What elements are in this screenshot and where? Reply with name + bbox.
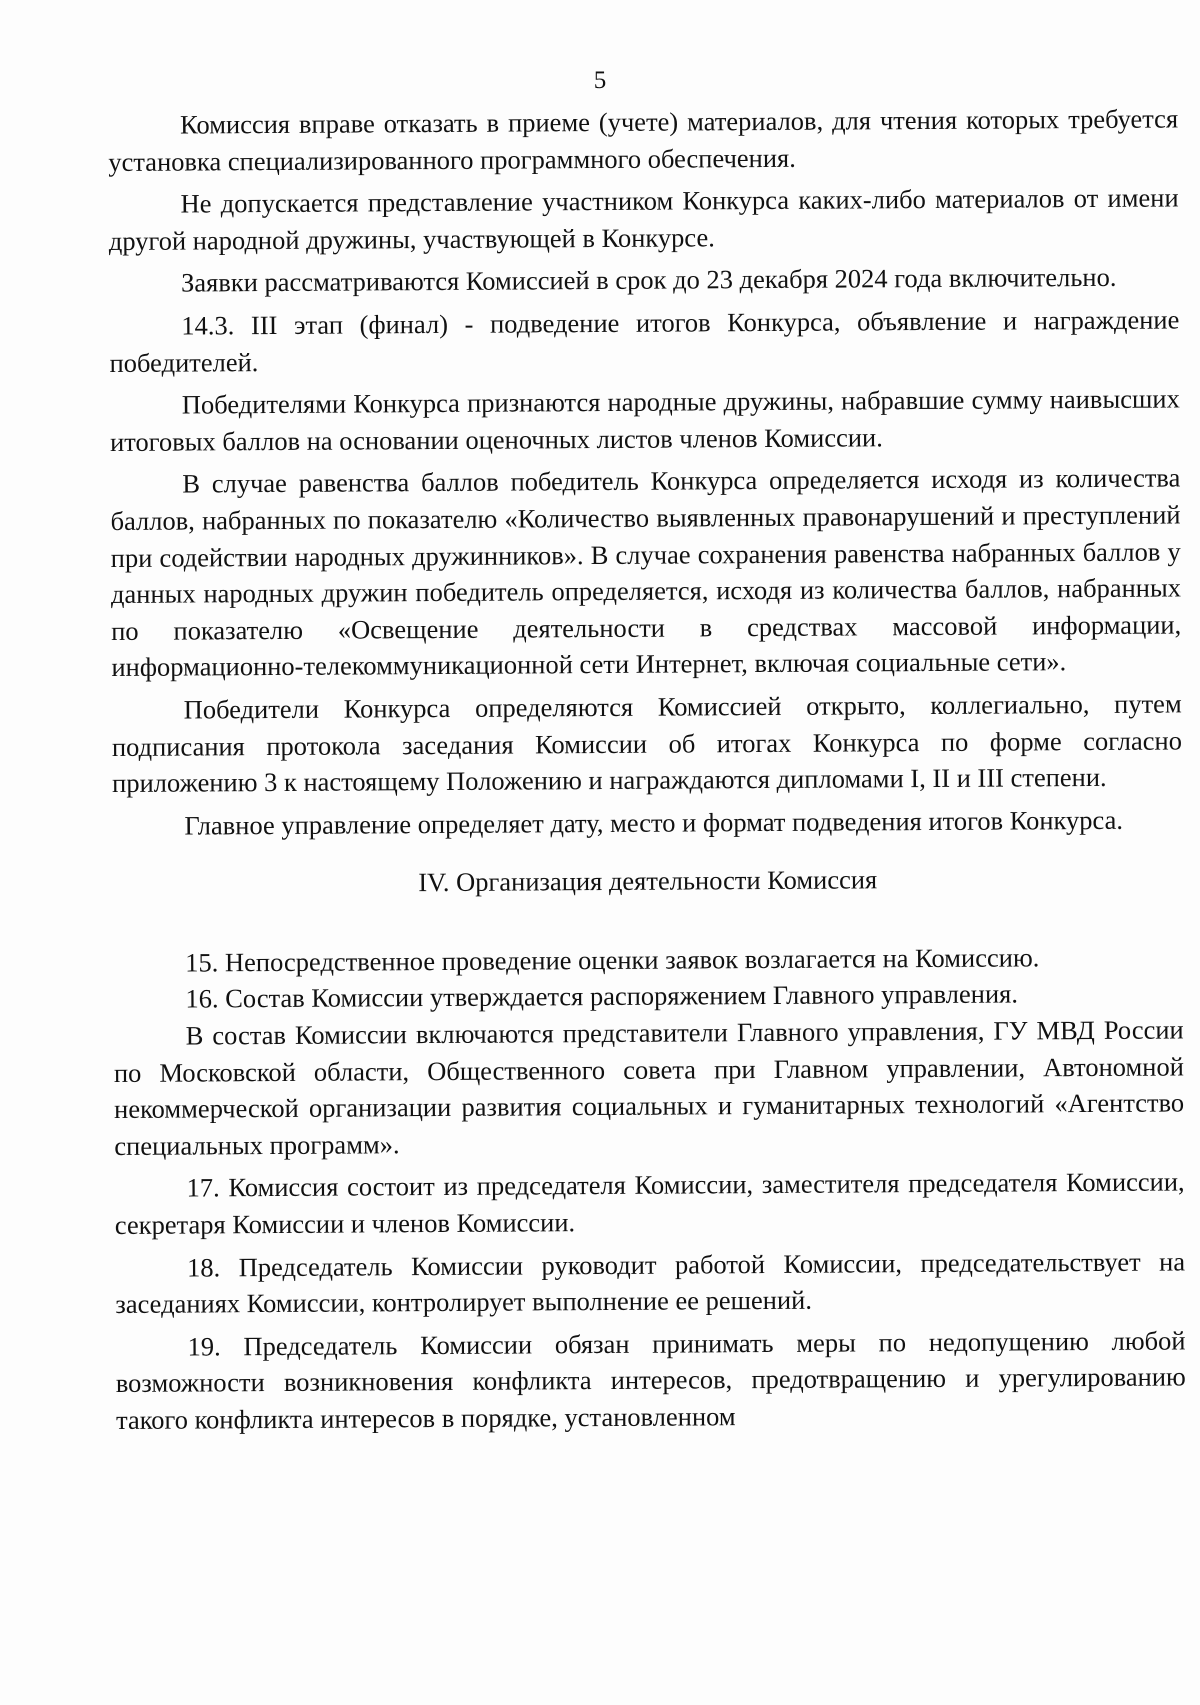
page-number: 5 [593,67,607,94]
paragraph-item-15: 15. Непосредственное проведение оценки заявок возлагается на Комиссию. [185,942,1040,978]
paragraph-material-refusal: Комиссия вправе отказать в приеме (учете) материалов, для чтения которых требуется установка специализированного программного обеспечения. [108,103,1179,177]
paragraph-winners: Победителями Конкурса признаются народные дружины, набравшие сумму наивысших итоговых баллов на основании оценочных листов членов Комиссии. [109,383,1180,457]
paragraph-item-18: 18. Председатель Комиссии руководит работой Комиссии, председательствует на заседаниях Комиссии, контролирует выполнение ее решений. [115,1246,1186,1320]
section-heading: IV. Организация деятельности Комиссия [418,864,878,898]
paragraph-item-19: 19. Председатель Комиссии обязан принимать меры по недопущению любой возможности возникновения конфликта интересов, предотвращению и урегулированию такого конфликта интересов в порядке, установленном [115,1325,1186,1435]
paragraph-item-16: 16. Состав Комиссии утверждается распоряжением Главного управления. [185,978,1018,1015]
paragraph-item-17: 17. Комиссия состоит из председателя Комиссии, заместителя председателя Комиссии, секретаря Комиссии и членов Комиссии. [114,1166,1185,1241]
paragraph-review-deadline: Заявки рассматриваются Комиссией в срок до 23 декабря 2024 года включительно. [180,262,1117,298]
paragraph-other-druzhina: Не допускается представление участником Конкурса каких-либо материалов от имени другой народной дружины, участвующей в Конкурсе. [108,182,1179,256]
paragraph-summary-date: Главное управление определяет дату, место и формат подведения итогов Конкурса. [184,804,1124,841]
document-body [108,100,1186,1444]
paragraph-stage-three: 14.3. III этап (финал) - подведение итогов Конкурса, объявление и награждение победителей. [109,304,1180,378]
paragraph-tie-break: В случае равенства баллов победитель Конкурса определяется исходя из количества баллов, набранных по показателю «Количество выявленных правонарушений и преступлений при содействии народных дружинников». В случае сохранения равенства набранных баллов у данных народных дружин победитель определяется, исходя из количества баллов, набранных по показателю «Освещение деятельности в средствах массовой информации, информационно-телекоммуникационной сети Интернет, включая социальные сети». [110,462,1182,683]
paragraph-commission-composition: В состав Комиссии включаются представители Главного управления, ГУ МВД России по Московской области, Общественного совета при Главном управлении, Автономной некоммерческой организации развития социальных и гуманитарных технологий «Агентство специальных программ». [113,1014,1185,1161]
paragraph-winners-determination: Победители Конкурса определяются Комиссией открыто, коллегиально, путем подписания протокола заседания Комиссии об итогах Конкурса по форме согласно приложению 3 к настоящему Положению и награждаются дипломами I, II и III степени. [111,688,1182,799]
